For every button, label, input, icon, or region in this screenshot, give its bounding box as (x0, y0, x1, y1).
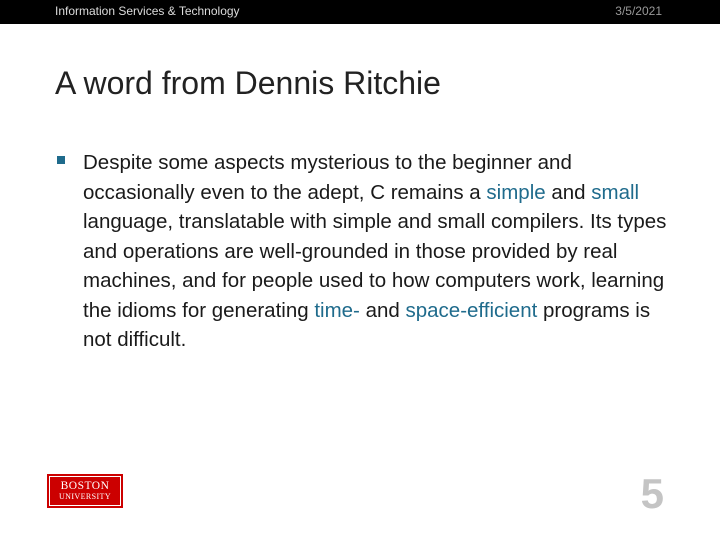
bullet-text-part-1: Despite some aspects mysterious to the beginner and occasionally even to the adept, C remains a (83, 151, 572, 204)
square-bullet-icon (57, 156, 65, 164)
bullet-text (83, 148, 683, 355)
logo-line-university: UNIVERSITY (59, 492, 111, 501)
header-date: 3/5/2021 (615, 4, 662, 18)
header-org: Information Services & Technology (55, 4, 240, 18)
bullet-text-part-2: and (545, 180, 592, 204)
highlight-time: time- (314, 298, 360, 322)
highlight-small: small (591, 180, 640, 204)
bullet-text-part-5: programs is not difficult. (83, 298, 651, 351)
page-number: 5 (640, 470, 664, 517)
highlight-space-efficient: space-efficient (405, 298, 538, 322)
header-bar (0, 0, 720, 24)
boston-university-logo (47, 474, 123, 508)
bullet-text-part-4: and (359, 298, 406, 322)
highlight-simple: simple (486, 180, 546, 204)
logo-line-boston: BOSTON (60, 480, 110, 492)
slide-title: A word from Dennis Ritchie (55, 65, 441, 101)
logo-frame (49, 476, 121, 506)
bullet-text-part-3: language, translatable with simple and small compilers. Its types and operations are well-grounded in those provided by real machines, and for people used to how computers work, learning the idioms for generating (83, 210, 667, 322)
